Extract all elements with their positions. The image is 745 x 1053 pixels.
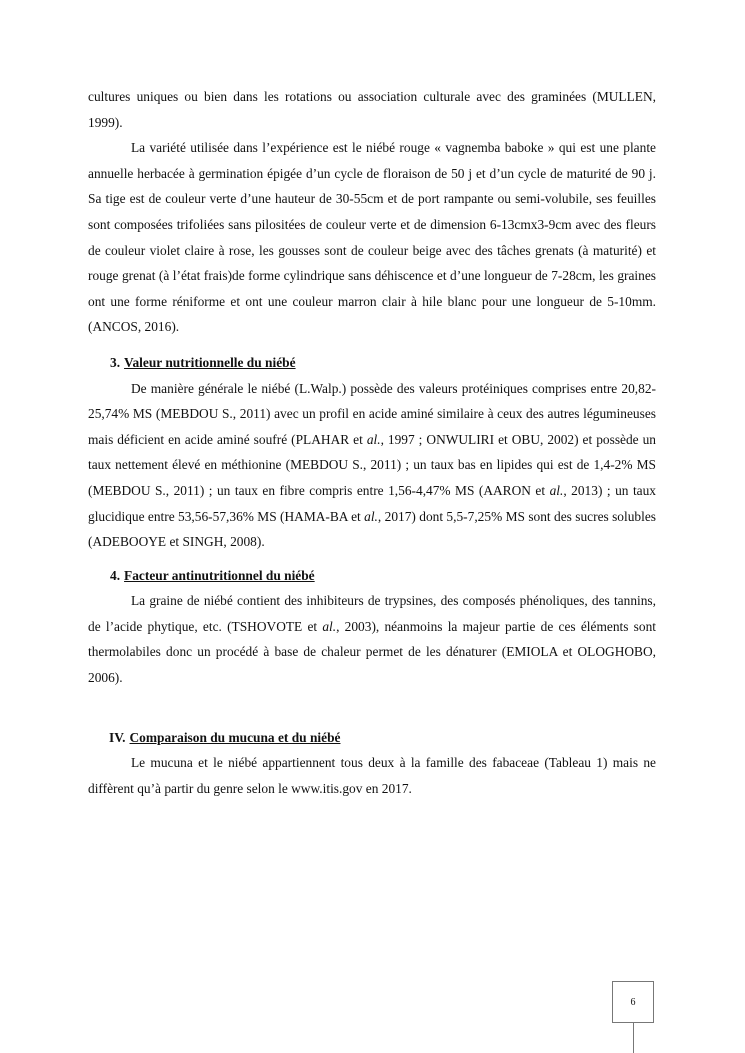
section-number: IV.: [109, 729, 126, 745]
page-number-box: [612, 981, 654, 1023]
section-number: 3.: [110, 354, 121, 370]
section-heading-comparison: [88, 725, 656, 751]
page-number: 6: [630, 996, 636, 1008]
paragraph-continuation: cultures uniques ou bien dans les rotations ou association culturale avec des graminées (MULLEN, 1999).: [88, 89, 656, 130]
paragraph-antinutritional: La graine de niébé contient des inhibiteurs de trypsines, des composés phénoliques, des tannins, de l’acide phytique, etc. (TSHOVOTE et al., 2003), néanmoins la majeur partie de ces éléments sont thermolabiles donc un procédé à base de chaleur permet de les dénaturer (EMIOLA et OLOGHOBO, 2006).: [88, 593, 656, 686]
section-title: Comparaison du mucuna et du niébé: [129, 729, 341, 745]
document-body: [88, 84, 656, 801]
section-title: Valeur nutritionnelle du niébé: [124, 354, 296, 370]
section-heading-antinutritional: [88, 563, 656, 589]
page-number-line: [633, 1023, 634, 1053]
section-number: 4.: [110, 567, 121, 583]
paragraph-nutritional-value: De manière générale le niébé (L.Walp.) possède des valeurs protéiniques comprises entre 20,82-25,74% MS (MEBDOU S., 2011) avec un profil en acide aminé similaire à ceux des autres légumineuses mais déficient en acide aminé soufré (PLAHAR et al., 1997 ; ONWULIRI et OBU, 2002) et possède un taux nettement élevé en méthionine (MEBDOU S., 2011) ; un taux bas en lipides qui est de 1,4-2% MS (MEBDOU S., 2011) ; un taux en fibre compris entre 1,56-4,47% MS (AARON et al., 2013) ; un taux glucidique entre 53,56-57,36% MS (HAMA-BA et al., 2017) dont 5,5-7,25% MS sont des sucres solubles (ADEBOOYE et SINGH, 2008).: [88, 380, 656, 550]
section-heading-nutritional-value: [88, 350, 656, 376]
paragraph-comparison: Le mucuna et le niébé appartiennent tous deux à la famille des fabaceae (Tableau 1) mais ne diffèrent qu’à partir du genre selon le www.itis.gov en 2017.: [88, 755, 656, 796]
section-title: Facteur antinutritionnel du niébé: [124, 567, 315, 583]
paragraph-variety-description: La variété utilisée dans l’expérience est le niébé rouge « vagnemba baboke » qui est une plante annuelle herbacée à germination épigée d’un cycle de floraison de 50 j et d’un cycle de maturité de 90 j. Sa tige est de couleur verte d’une hauteur de 30-55cm et de port rampante ou semi-volubile, ses feuilles sont composées trifoliées sans pilositées de couleur verte et de dimension 6-13cmx3-9cm avec des fleurs de couleur violet claire à rose, les gousses sont de couleur beige avec des tâches grenats (à maturité) et rouge grenat (à l’état frais)de forme cylindrique sans déhiscence et d’une longueur de 7-28cm, les graines ont une forme réniforme et ont une couleur marron clair à hile blanc pour une longueur de 5-10mm. (ANCOS, 2016).: [88, 140, 656, 335]
